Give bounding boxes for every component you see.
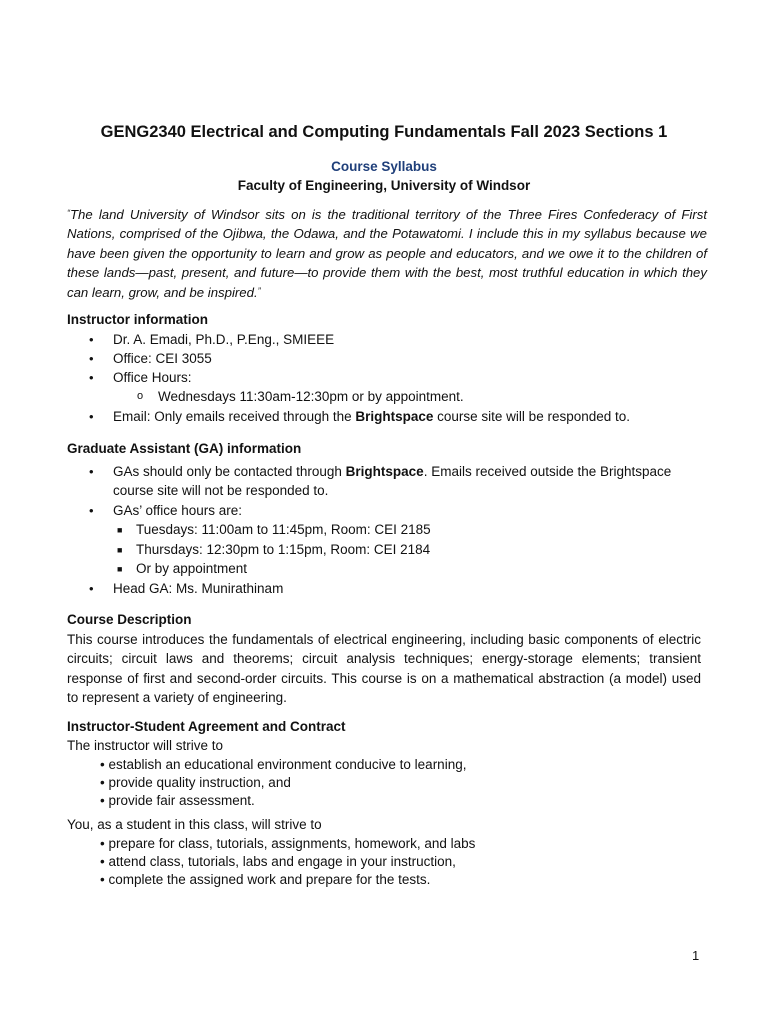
office-hours-label: Office Hours: bbox=[113, 370, 192, 385]
instructor-heading: Instructor information bbox=[67, 312, 208, 327]
open-quote: “ bbox=[67, 208, 70, 218]
bullet-icon: ■ bbox=[117, 545, 123, 555]
bullet-icon: ■ bbox=[117, 525, 123, 535]
ga-hours-item: Tuesdays: 11:00am to 11:45pm, Room: CEI 2185 bbox=[136, 522, 431, 537]
head-ga: Head GA: Ms. Munirathinam bbox=[113, 581, 284, 596]
student-commitment: • attend class, tutorials, labs and engage in your instruction, bbox=[100, 854, 456, 869]
circle-bullet-icon: o bbox=[137, 390, 144, 402]
agreement-heading: Instructor-Student Agreement and Contract bbox=[67, 719, 346, 734]
instructor-office: Office: CEI 3055 bbox=[113, 351, 212, 366]
land-acknowledgement-text: The land University of Windsor sits on is the traditional territory of the Three Fires Confederacy of First Nations, comprised of the Ojibwa, the Odawa, and the Potawatomi. I include this in my syllabus because we have been given the opportunity to learn and grow as people and educators, and we owe it to the children of these lands—past, present, and future—to provide them with the best, most truthful education in which they can learn, grow, and be inspired. bbox=[67, 207, 707, 301]
ga-contact-line2: course site will not be responded to. bbox=[113, 483, 329, 498]
ga-contact bbox=[113, 464, 671, 479]
ga-contact-prefix: GAs should only be contacted through bbox=[113, 464, 346, 479]
land-acknowledgement bbox=[67, 204, 707, 302]
bullet-icon: • bbox=[89, 503, 94, 518]
student-commitment: • complete the assigned work and prepare for the tests. bbox=[100, 872, 431, 887]
ga-contact-suffix: . Emails received outside the Brightspace bbox=[423, 464, 672, 479]
bullet-icon: • bbox=[89, 370, 94, 385]
student-commitment: • prepare for class, tutorials, assignments, homework, and labs bbox=[100, 836, 476, 851]
email-prefix: Email: Only emails received through the bbox=[113, 409, 356, 424]
ga-heading: Graduate Assistant (GA) information bbox=[67, 441, 302, 456]
ga-hours-label: GAs’ office hours are: bbox=[113, 503, 243, 518]
bullet-icon: ■ bbox=[117, 564, 123, 574]
student-intro: You, as a student in this class, will strive to bbox=[67, 817, 322, 832]
ga-hours-item: Or by appointment bbox=[136, 561, 248, 576]
description-heading: Course Description bbox=[67, 612, 192, 627]
instructor-intro: The instructor will strive to bbox=[67, 738, 224, 753]
bullet-icon: • bbox=[89, 581, 94, 596]
office-hours-detail: Wednesdays 11:30am-12:30pm or by appointment. bbox=[158, 389, 464, 404]
instructor-commitment: • establish an educational environment conducive to learning, bbox=[100, 757, 467, 772]
ga-hours-item: Thursdays: 12:30pm to 1:15pm, Room: CEI 2184 bbox=[136, 542, 431, 557]
bullet-icon: • bbox=[89, 332, 94, 347]
description-text: This course introduces the fundamentals of electrical engineering, including basic components of electric circuits; circuit laws and theorems; circuit analysis techniques; energy-storage elements; transient response of first and second-order circuits. This course is on a mathematical abstraction (a model) used to represent a variety of engineering. bbox=[67, 632, 701, 705]
document-subtitle: Course Syllabus bbox=[331, 159, 437, 174]
ga-contact-brightspace: Brightspace bbox=[345, 464, 424, 479]
bullet-icon: • bbox=[89, 464, 94, 479]
faculty-line: Faculty of Engineering, University of Windsor bbox=[237, 178, 531, 193]
bullet-icon: • bbox=[89, 351, 94, 366]
page-number: 1 bbox=[692, 948, 700, 963]
instructor-commitment: • provide quality instruction, and bbox=[100, 775, 291, 790]
document-title: GENG2340 Electrical and Computing Fundamentals Fall 2023 Sections 1 bbox=[100, 123, 668, 141]
email-brightspace: Brightspace bbox=[355, 409, 434, 424]
bullet-icon: • bbox=[89, 409, 94, 424]
email-suffix: course site will be responded to. bbox=[433, 409, 631, 424]
instructor-email bbox=[113, 409, 630, 424]
instructor-commitment: • provide fair assessment. bbox=[100, 793, 255, 808]
close-quote: ” bbox=[257, 286, 261, 297]
instructor-name: Dr. A. Emadi, Ph.D., P.Eng., SMIEEE bbox=[113, 332, 335, 347]
